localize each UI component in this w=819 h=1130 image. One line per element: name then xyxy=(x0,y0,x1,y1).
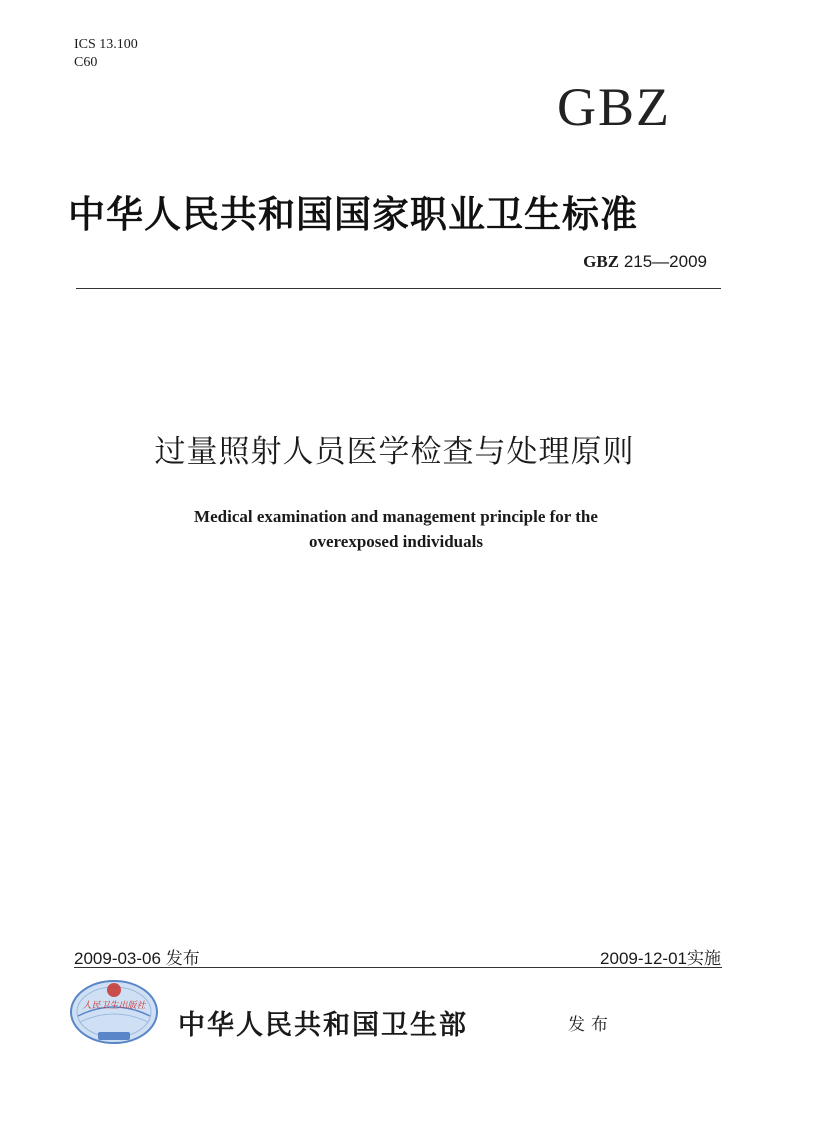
ccs-code: C60 xyxy=(74,55,98,70)
issue-date-label: 发布 xyxy=(165,949,200,968)
publisher-logo xyxy=(68,976,160,1046)
standard-number-prefix: GBZ xyxy=(583,252,620,271)
implement-date-label: 实施 xyxy=(687,949,721,968)
ics-code: ICS 13.100 xyxy=(74,37,138,52)
implement-date xyxy=(600,944,721,969)
header-divider xyxy=(76,288,721,289)
standard-number-code: 215—2009 xyxy=(623,252,707,271)
issuing-action: 发布 xyxy=(568,1015,614,1035)
standard-number xyxy=(583,252,707,272)
title-english-line-1: Medical examination and management principle for the xyxy=(194,507,598,526)
implement-date-value: 2009-12-01 xyxy=(600,949,687,968)
footer-divider xyxy=(74,967,722,968)
title-chinese: 过量照射人员医学检查与处理原则 xyxy=(154,434,635,470)
issue-date-value: 2009-03-06 xyxy=(74,949,161,968)
publisher-logo-text: 人民卫生出版社 xyxy=(82,1001,146,1011)
standard-category: 中华人民共和国国家职业卫生标准 xyxy=(68,193,638,236)
classification-codes xyxy=(74,36,138,72)
issue-date xyxy=(74,944,200,969)
title-english xyxy=(0,504,792,554)
issuing-authority: 中华人民共和国卫生部 xyxy=(178,1010,468,1041)
title-english-line-2: overexposed individuals xyxy=(309,532,483,551)
standard-mark: GBZ xyxy=(557,77,671,137)
